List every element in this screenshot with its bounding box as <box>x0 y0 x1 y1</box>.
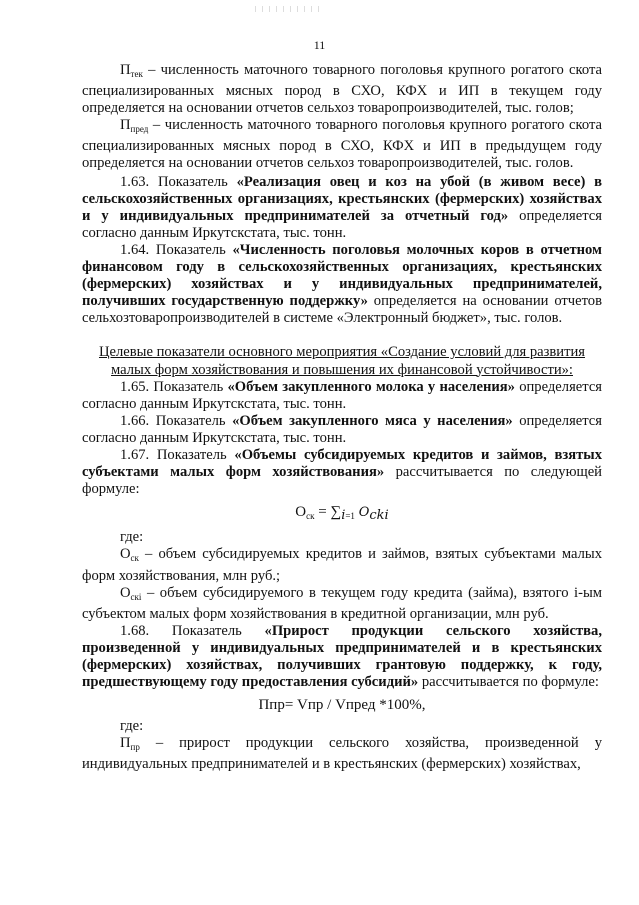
symbol: П <box>120 735 131 752</box>
indicator-description: рассчитывается по формуле: <box>418 674 599 691</box>
symbol: П <box>120 62 131 78</box>
symbol: О <box>120 546 131 563</box>
indicator-1-67 <box>82 447 602 498</box>
definition-text: – объем субсидируемых кредитов и займов, взятых субъектами малых форм хозяйствования, млн руб.; <box>82 546 602 584</box>
indicator-description: определяется согласно данным Иркутскстата, тыс. тонн. <box>82 207 602 241</box>
formula-rhs-subscript: cki <box>369 508 389 524</box>
sum-limits: i=1 <box>341 508 355 524</box>
definition-text: – численность маточного товарного поголовья крупного рогатого скота специализированных мясных пород в СХО, КФХ и ИП в текущем году определяется на основании отчетов сельхоз товаропроизводителей, тыс. голов; <box>82 62 602 117</box>
indicator-description: определяется согласно данным Иркутскстата, тыс. тонн. <box>82 378 603 412</box>
indicator-lead: 1.68. Показатель <box>120 622 265 639</box>
definition-osk <box>82 546 602 584</box>
formula-equals: = <box>314 504 331 521</box>
indicator-1-68 <box>82 623 602 691</box>
definition-text: – объем субсидируемого в текущем году кредита (займа), взятого i-ым субъектом малых форм хозяйствования в кредитной организации, млн руб. <box>82 584 602 622</box>
indicator-title: «Численность поголовья молочных коров в отчетном финансовом году в сельскохозяйственных организациях, крестьянских (фермерских) хозяйствах и у индивидуальных предпринимателей, получивших государственную поддержку» <box>82 241 602 310</box>
symbol: П <box>120 117 131 134</box>
definition-p-pred <box>82 117 602 172</box>
indicator-description: определяется согласно данным Иркутскстата, тыс. тонн. <box>82 412 603 446</box>
indicator-lead: 1.67. Показатель <box>120 446 235 463</box>
indicator-1-66 <box>82 413 602 447</box>
indicator-description: определяется на основании отчетов сельхозтоваропроизводителей в системе «Электронный бюджет», тыс. голов. <box>82 293 602 327</box>
indicator-1-64 <box>82 242 602 327</box>
symbol-subscript: ск <box>130 553 139 564</box>
indicator-title: «Прирост продукции сельского хозяйства, произведенной у индивидуальных предпринимателей и в крестьянских (фермерских) хозяйствах, получивших грантовую поддержку, к году, предшествующему году предоставления субсидий» <box>82 622 602 691</box>
where-label-2: где: <box>120 718 144 735</box>
section-heading: Целевые показатели основного мероприятия «Создание условий для развития малых форм хозяйствования и повышения их финансовой устойчивости»: <box>98 344 585 378</box>
document-body <box>82 62 602 774</box>
symbol: О <box>120 584 131 601</box>
indicator-description: рассчитывается по следующей формуле: <box>82 464 602 498</box>
formula-rhs: O <box>358 505 370 521</box>
definition-ppr <box>82 735 602 773</box>
indicator-lead: 1.64. Показатель <box>120 241 233 258</box>
indicator-lead: 1.66. Показатель <box>120 412 233 429</box>
where-label-1: где: <box>120 529 144 546</box>
definition-oski <box>82 585 602 623</box>
indicator-title: «Объем закупленного мяса у населения» <box>232 412 513 429</box>
indicator-title: «Реализация овец и коз на убой (в живом весе) в сельскохозяйственных организациях, крестьянских (фермерских) хозяйствах и у индивидуальных предпринимателей за отчетный год» <box>82 173 602 224</box>
indicator-1-63 <box>82 174 602 242</box>
indicator-title: «Объем закупленного молока у населения» <box>227 378 515 395</box>
formula-ppr: Ппр= Vпр / Vпред *100%, <box>258 697 426 714</box>
symbol-subscript: тек <box>130 69 143 79</box>
formula-lhs: О <box>295 504 307 521</box>
indicator-lead: 1.63. Показатель <box>120 173 237 190</box>
indicator-title: «Объемы субсидируемых кредитов и займов, взятых субъектами малых форм хозяйствования» <box>82 446 602 481</box>
symbol-subscript: скi <box>130 591 142 602</box>
indicator-lead: 1.65. Показатель <box>120 378 228 395</box>
indicator-1-65 <box>82 379 602 413</box>
definition-text: – прирост продукции сельского хозяйства, произведенной у индивидуальных предпринимателей и в крестьянских (фермерских) хозяйствах, <box>82 735 602 773</box>
page-number: 11 <box>313 38 326 52</box>
symbol-subscript: пр <box>130 742 140 753</box>
scan-artifact <box>255 6 325 12</box>
formula-lhs-subscript: ск <box>306 511 315 522</box>
definition-text: – численность маточного товарного поголовья крупного рогатого скота специализированных мясных пород в СХО, КФХ и ИП в предыдущем году определяется на основании отчетов сельхоз товаропроизводителей, тыс. голов. <box>82 117 602 172</box>
definition-p-tek <box>82 62 602 117</box>
sum-sign: ∑ <box>330 504 342 521</box>
symbol-subscript: пред <box>130 124 149 135</box>
formula-osk <box>82 504 602 525</box>
